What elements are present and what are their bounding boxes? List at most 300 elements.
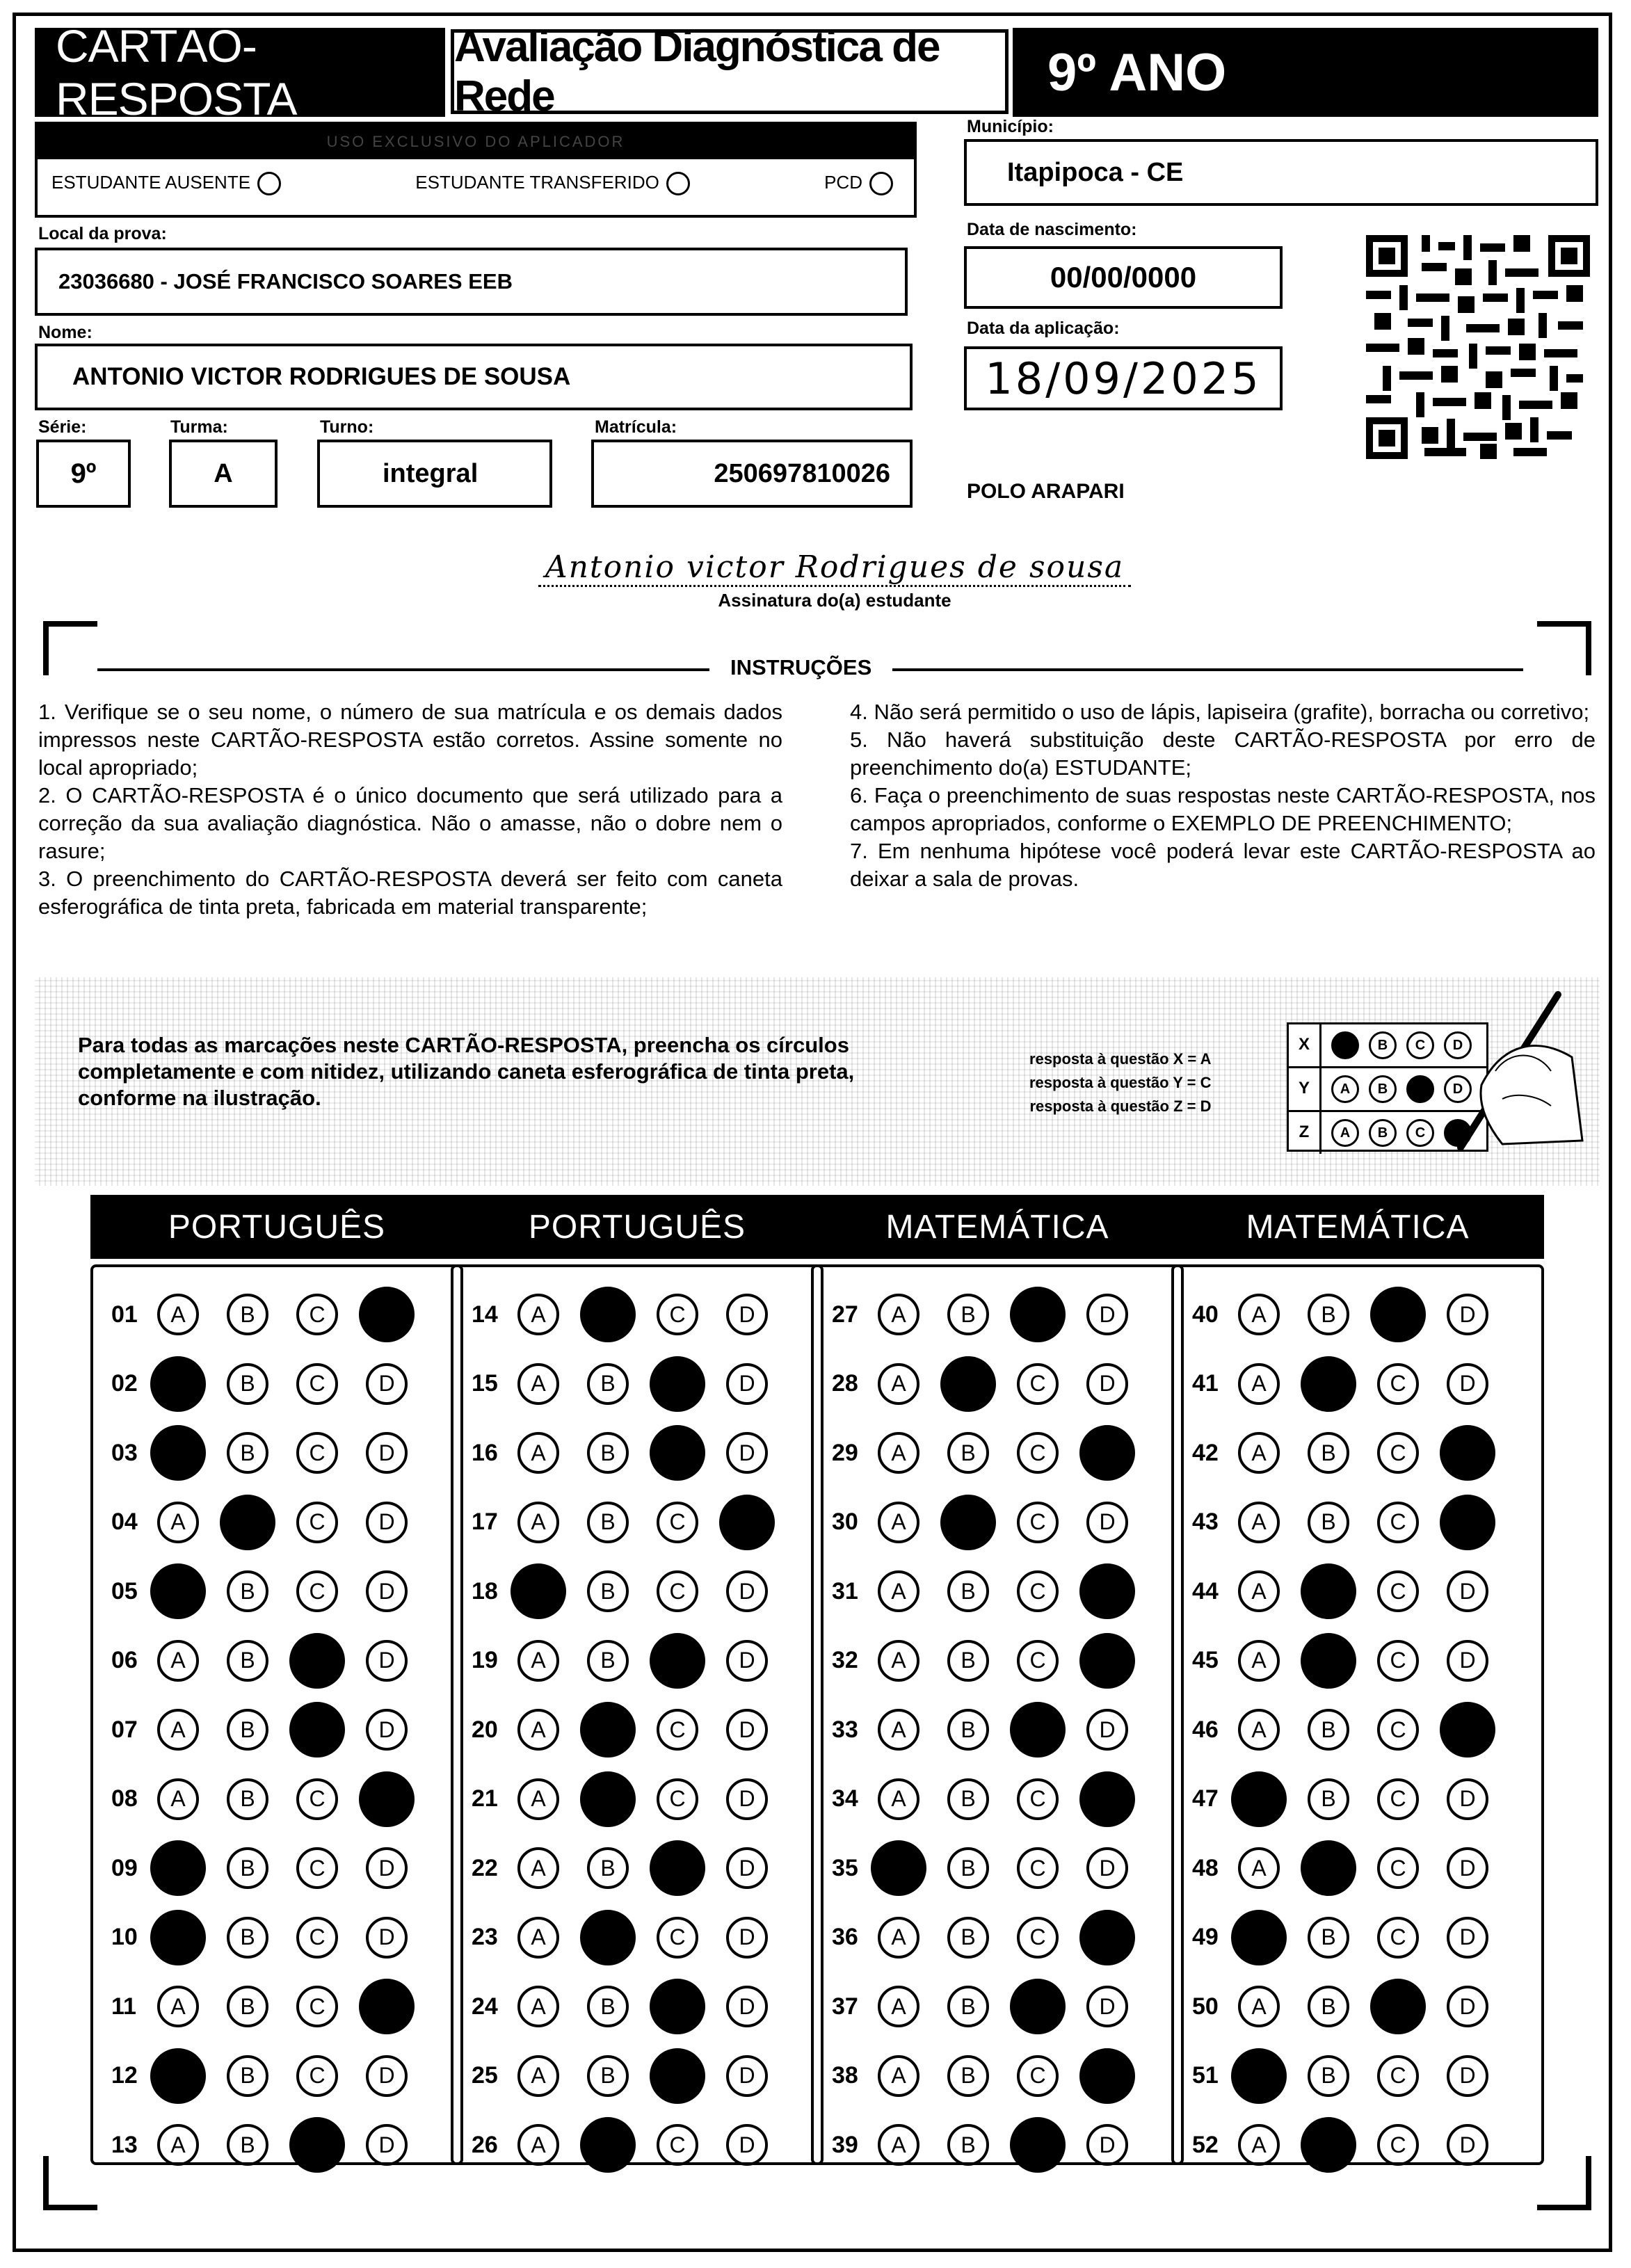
- question-row: [832, 1363, 1156, 1405]
- turno-label: Turno:: [320, 417, 374, 437]
- answer-bubble-a[interactable]: A: [1238, 1294, 1280, 1335]
- pcd-circle[interactable]: [869, 172, 893, 195]
- answer-bubble-b[interactable]: B: [947, 1847, 989, 1889]
- answer-bubble-b[interactable]: B: [587, 1502, 629, 1543]
- answer-bubble-b[interactable]: B: [1308, 2055, 1349, 2097]
- question-number: 42: [1192, 1439, 1219, 1466]
- instruction-1: 1. Verifique se o seu nome, o número de sua matrícula e os demais dados impressos neste CARTÃO-RESPOSTA estão corretos. Assine somente no local apropriado;: [38, 700, 782, 780]
- matricula-value: 250697810026: [714, 458, 890, 488]
- answer-bubble-c[interactable]: C: [1377, 1363, 1419, 1405]
- answer-bubble-b[interactable]: B: [947, 2055, 989, 2097]
- answer-bubble-a[interactable]: A: [157, 1294, 199, 1335]
- question-number: 51: [1192, 2062, 1219, 2089]
- answer-bubble-c[interactable]: C: [657, 1917, 698, 1959]
- question-row: [832, 1432, 1156, 1474]
- answer-bubble-d[interactable]: D: [366, 1709, 408, 1751]
- example-legend: [1029, 1047, 1211, 1118]
- answer-bubble-c[interactable]: [1370, 1287, 1426, 1342]
- answer-bubble-b[interactable]: B: [1308, 1709, 1349, 1751]
- answer-bubble-c[interactable]: C: [1377, 1917, 1419, 1959]
- answer-bubble-d[interactable]: D: [1447, 2124, 1488, 2166]
- answer-bubble-b[interactable]: B: [1308, 1917, 1349, 1959]
- answer-bubble-b[interactable]: B: [947, 1778, 989, 1820]
- question-row: [111, 1917, 435, 1959]
- answer-bubble-a[interactable]: A: [1238, 1709, 1280, 1751]
- answer-bubble-c[interactable]: C: [296, 1432, 338, 1474]
- absent-label: ESTUDANTE AUSENTE: [51, 172, 251, 193]
- answer-bubble-b[interactable]: B: [947, 1640, 989, 1682]
- answer-bubble-a[interactable]: A: [878, 1363, 919, 1405]
- answer-bubble-c[interactable]: C: [1017, 1432, 1059, 1474]
- answer-bubble-b[interactable]: B: [227, 1917, 268, 1959]
- answer-bubble-c[interactable]: [1370, 1979, 1426, 2034]
- answer-bubble-c[interactable]: C: [657, 2124, 698, 2166]
- answer-bubble-c[interactable]: C: [1017, 1640, 1059, 1682]
- signature-area: [487, 549, 1182, 611]
- answer-bubble-a[interactable]: A: [517, 1709, 559, 1751]
- answer-bubble-d[interactable]: D: [1447, 1294, 1488, 1335]
- answer-bubble-b[interactable]: B: [227, 2124, 268, 2166]
- answer-bubble-c[interactable]: C: [657, 1502, 698, 1543]
- question-number: 47: [1192, 1785, 1219, 1812]
- answer-bubble-b[interactable]: B: [1308, 1294, 1349, 1335]
- answer-bubble-d[interactable]: D: [1086, 1502, 1128, 1543]
- answer-bubble-d[interactable]: [1079, 1633, 1135, 1689]
- answer-bubble-d[interactable]: D: [366, 1502, 408, 1543]
- example-bubble-b: B: [1369, 1031, 1397, 1059]
- answer-bubble-c[interactable]: C: [1377, 1778, 1419, 1820]
- answer-bubble-b[interactable]: B: [227, 1570, 268, 1612]
- answer-bubble-c[interactable]: C: [1377, 1640, 1419, 1682]
- answer-bubble-b[interactable]: [940, 1495, 996, 1550]
- answer-bubble-a[interactable]: [150, 1563, 206, 1619]
- answer-bubble-b[interactable]: B: [227, 1640, 268, 1682]
- answer-bubble-a[interactable]: A: [517, 2055, 559, 2097]
- answer-bubble-b[interactable]: [940, 1356, 996, 1412]
- answer-bubble-c[interactable]: [650, 1356, 705, 1412]
- pcd-option[interactable]: [824, 172, 893, 195]
- question-row: [111, 1502, 435, 1543]
- answer-bubble-a[interactable]: A: [878, 1709, 919, 1751]
- answer-bubble-a[interactable]: A: [157, 1986, 199, 2027]
- question-row: [832, 1570, 1156, 1612]
- question-row: [111, 1363, 435, 1405]
- answer-bubble-d[interactable]: D: [1447, 1640, 1488, 1682]
- answer-bubble-a[interactable]: A: [878, 1917, 919, 1959]
- example-row-label: Y: [1289, 1068, 1321, 1110]
- answer-bubble-c[interactable]: C: [1377, 1432, 1419, 1474]
- answer-bubble-b[interactable]: [220, 1495, 275, 1550]
- answer-bubble-a[interactable]: A: [1238, 2124, 1280, 2166]
- answer-bubble-c[interactable]: [289, 2117, 345, 2173]
- answer-bubble-a[interactable]: [871, 1840, 926, 1896]
- answer-bubble-a[interactable]: A: [517, 1847, 559, 1889]
- answer-bubble-c[interactable]: C: [296, 1917, 338, 1959]
- transferred-circle[interactable]: [666, 172, 690, 195]
- question-number: 52: [1192, 2131, 1219, 2158]
- answer-bubble-b[interactable]: B: [227, 1432, 268, 1474]
- answer-bubble-c[interactable]: [1010, 1979, 1066, 2034]
- answer-bubble-b[interactable]: B: [227, 2055, 268, 2097]
- nascimento-label: Data de nascimento:: [967, 220, 1137, 239]
- answer-bubble-c[interactable]: C: [1377, 1502, 1419, 1543]
- answer-bubble-c[interactable]: [650, 1425, 705, 1481]
- panel-header-3: MATEMÁTICA: [811, 1195, 1184, 1259]
- answer-bubble-d[interactable]: D: [366, 1847, 408, 1889]
- aplicacao-label: Data da aplicação:: [967, 319, 1120, 338]
- answer-bubble-c[interactable]: [1010, 2117, 1066, 2173]
- answer-bubble-d[interactable]: [1079, 1771, 1135, 1827]
- question-row: [1192, 1294, 1516, 1335]
- answer-bubble-c[interactable]: C: [1017, 1847, 1059, 1889]
- answer-bubble-c[interactable]: C: [296, 1502, 338, 1543]
- answer-bubble-c[interactable]: [1010, 1702, 1066, 1758]
- answer-bubble-b[interactable]: B: [587, 1570, 629, 1612]
- answer-bubble-d[interactable]: D: [1447, 1986, 1488, 2027]
- answer-bubble-d[interactable]: D: [366, 2124, 408, 2166]
- instruction-5: 5. Não haverá substituição deste CARTÃO-RESPOSTA por erro de preenchimento do(a) ESTUDANTE;: [850, 727, 1596, 780]
- question-number: 05: [111, 1577, 138, 1605]
- answer-bubble-b[interactable]: [1301, 1633, 1356, 1689]
- answer-bubble-a[interactable]: A: [878, 2124, 919, 2166]
- answer-bubble-a[interactable]: A: [157, 2124, 199, 2166]
- turma-value: A: [214, 458, 233, 488]
- answer-bubble-c[interactable]: [1010, 1287, 1066, 1342]
- answer-bubble-a[interactable]: A: [1238, 1502, 1280, 1543]
- answer-bubble-a[interactable]: A: [878, 1570, 919, 1612]
- answer-bubble-b[interactable]: B: [1308, 1986, 1349, 2027]
- answer-bubble-c[interactable]: C: [1017, 1502, 1059, 1543]
- answer-bubble-b[interactable]: B: [227, 1709, 268, 1751]
- question-number: 43: [1192, 1509, 1219, 1535]
- answer-bubble-b[interactable]: [1301, 1356, 1356, 1412]
- answer-bubble-b[interactable]: B: [587, 1640, 629, 1682]
- question-number: 17: [472, 1509, 498, 1535]
- question-number: 46: [1192, 1716, 1219, 1743]
- answer-bubble-d[interactable]: D: [726, 1709, 768, 1751]
- answer-bubble-c[interactable]: C: [1377, 2124, 1419, 2166]
- answer-bubble-d[interactable]: D: [366, 1570, 408, 1612]
- answer-bubble-a[interactable]: A: [1238, 1847, 1280, 1889]
- question-number: 33: [832, 1716, 858, 1743]
- answer-bubble-d[interactable]: D: [726, 1986, 768, 2027]
- instruction-2: 2. O CARTÃO-RESPOSTA é o único documento que será utilizado para a correção da sua avaliação diagnóstica. Não o amasse, não o dobre nem o rasure;: [38, 783, 782, 863]
- matricula-box: [591, 440, 913, 508]
- answer-bubble-b[interactable]: [580, 1287, 636, 1342]
- answer-bubble-d[interactable]: D: [726, 1432, 768, 1474]
- answer-bubble-b[interactable]: B: [227, 1778, 268, 1820]
- name-label: Nome:: [38, 323, 93, 342]
- question-number: 22: [472, 1854, 498, 1881]
- answer-bubble-c[interactable]: C: [1017, 1917, 1059, 1959]
- answer-bubble-d[interactable]: D: [1086, 2124, 1128, 2166]
- question-number: 03: [111, 1439, 138, 1466]
- answer-bubble-b[interactable]: B: [227, 1986, 268, 2027]
- answer-bubble-b[interactable]: B: [947, 1294, 989, 1335]
- name-value: ANTONIO VICTOR RODRIGUES DE SOUSA: [72, 363, 571, 390]
- answer-bubble-b[interactable]: B: [587, 1986, 629, 2027]
- example-bubble-c: C: [1406, 1119, 1434, 1147]
- answer-bubble-d[interactable]: D: [1447, 1570, 1488, 1612]
- answer-bubble-d[interactable]: D: [1447, 1778, 1488, 1820]
- answer-bubble-d[interactable]: D: [726, 1294, 768, 1335]
- answer-bubble-a[interactable]: A: [517, 2124, 559, 2166]
- answer-bubble-c[interactable]: [289, 1702, 345, 1758]
- example-bubble-d: D: [1444, 1031, 1472, 1059]
- answer-bubble-d[interactable]: [1079, 1910, 1135, 1965]
- answer-bubble-d[interactable]: D: [366, 1363, 408, 1405]
- question-row: [472, 1432, 796, 1474]
- answer-bubble-a[interactable]: [1231, 1771, 1287, 1827]
- serie-box: [36, 440, 131, 508]
- answer-bubble-d[interactable]: [1079, 2048, 1135, 2104]
- answer-bubble-b[interactable]: B: [587, 2055, 629, 2097]
- answer-bubble-c[interactable]: [650, 1979, 705, 2034]
- answer-bubble-c[interactable]: C: [296, 1294, 338, 1335]
- question-row: [111, 1294, 435, 1335]
- answer-bubble-a[interactable]: [150, 2048, 206, 2104]
- answer-bubble-d[interactable]: [1079, 1425, 1135, 1481]
- question-number: 16: [472, 1439, 498, 1466]
- answer-bubble-c[interactable]: [289, 1633, 345, 1689]
- question-row: [1192, 1847, 1516, 1889]
- instruction-3: 3. O preenchimento do CARTÃO-RESPOSTA deverá ser feito com caneta esferográfica de tinta preta, fabricada em material transparente;: [38, 867, 782, 919]
- answer-bubble-c[interactable]: C: [1017, 1570, 1059, 1612]
- answer-bubble-a[interactable]: A: [517, 1294, 559, 1335]
- answer-bubble-c[interactable]: C: [657, 1570, 698, 1612]
- answer-bubble-b[interactable]: B: [1308, 1778, 1349, 1820]
- answer-bubble-d[interactable]: D: [726, 1847, 768, 1889]
- answer-bubble-b[interactable]: B: [947, 1986, 989, 2027]
- answer-bubble-a[interactable]: A: [517, 1917, 559, 1959]
- question-number: 29: [832, 1439, 858, 1466]
- answer-bubble-d[interactable]: [1079, 1563, 1135, 1619]
- answer-bubble-d[interactable]: D: [726, 1363, 768, 1405]
- question-row: [832, 1917, 1156, 1959]
- answer-bubble-a[interactable]: [150, 1840, 206, 1896]
- question-number: 49: [1192, 1924, 1219, 1950]
- answer-bubble-b[interactable]: [580, 1910, 636, 1965]
- answer-bubble-d[interactable]: D: [726, 1778, 768, 1820]
- answer-bubble-a[interactable]: A: [517, 1778, 559, 1820]
- example-bubble-b: B: [1369, 1075, 1397, 1103]
- answer-bubble-d[interactable]: D: [366, 2055, 408, 2097]
- question-row: [832, 1502, 1156, 1543]
- handwritten-signature: Antonio victor Rodrigues de sousa: [538, 549, 1131, 587]
- answer-bubble-b[interactable]: [580, 2117, 636, 2173]
- question-number: 06: [111, 1647, 138, 1673]
- answer-bubble-a[interactable]: [150, 1425, 206, 1481]
- answer-bubble-a[interactable]: [511, 1563, 566, 1619]
- legend-y: resposta à questão Y = C: [1029, 1074, 1212, 1091]
- answer-bubble-d[interactable]: [359, 1979, 415, 2034]
- question-number: 30: [832, 1509, 858, 1535]
- question-row: [111, 1847, 435, 1889]
- answer-bubble-b[interactable]: B: [947, 1917, 989, 1959]
- transferred-option[interactable]: [415, 172, 690, 195]
- answer-bubble-c[interactable]: C: [296, 1570, 338, 1612]
- polo-label: POLO ARAPARI: [967, 480, 1125, 503]
- answer-bubble-c[interactable]: C: [296, 1847, 338, 1889]
- answer-bubble-d[interactable]: D: [726, 2124, 768, 2166]
- answer-bubble-b[interactable]: B: [587, 1847, 629, 1889]
- answer-bubble-a[interactable]: A: [1238, 1363, 1280, 1405]
- answer-bubble-c[interactable]: C: [1017, 2055, 1059, 2097]
- answer-bubble-d[interactable]: [1440, 1425, 1495, 1481]
- answer-bubble-a[interactable]: A: [878, 1640, 919, 1682]
- answer-bubble-a[interactable]: A: [517, 1363, 559, 1405]
- answer-bubble-b[interactable]: [1301, 2117, 1356, 2173]
- answer-bubble-d[interactable]: D: [726, 1917, 768, 1959]
- answer-bubble-b[interactable]: B: [947, 1709, 989, 1751]
- answer-bubble-d[interactable]: [359, 1771, 415, 1827]
- question-row: [472, 1986, 796, 2027]
- answer-bubble-d[interactable]: D: [1086, 1847, 1128, 1889]
- question-number: 41: [1192, 1370, 1219, 1397]
- answer-bubble-a[interactable]: A: [157, 1709, 199, 1751]
- answer-bubble-d[interactable]: D: [726, 2055, 768, 2097]
- question-number: 12: [111, 2062, 138, 2089]
- question-row: [472, 1778, 796, 1820]
- matricula-label: Matrícula:: [595, 417, 677, 437]
- answer-bubble-c[interactable]: C: [1017, 1363, 1059, 1405]
- answer-bubble-a[interactable]: A: [157, 1640, 199, 1682]
- question-row: [1192, 1432, 1516, 1474]
- answer-bubble-a[interactable]: A: [1238, 1432, 1280, 1474]
- question-number: 01: [111, 1301, 138, 1328]
- answer-bubble-b[interactable]: [1301, 1563, 1356, 1619]
- question-number: 08: [111, 1785, 138, 1812]
- grade-title: 9º ANO: [1013, 28, 1598, 117]
- serie-label: Série:: [38, 417, 87, 437]
- answer-bubble-a[interactable]: A: [878, 2055, 919, 2097]
- legend-x: resposta à questão X = A: [1029, 1050, 1212, 1068]
- answer-bubble-c[interactable]: C: [1377, 1709, 1419, 1751]
- answer-bubble-c[interactable]: C: [1377, 1570, 1419, 1612]
- absent-option[interactable]: [51, 172, 281, 195]
- answer-bubble-c[interactable]: C: [1017, 1778, 1059, 1820]
- answer-bubble-c[interactable]: C: [296, 2055, 338, 2097]
- municipio-value: Itapipoca - CE: [1007, 157, 1184, 187]
- answer-bubble-b[interactable]: B: [947, 2124, 989, 2166]
- answer-bubble-a[interactable]: [1231, 1910, 1287, 1965]
- answer-bubble-c[interactable]: [650, 1840, 705, 1896]
- answer-bubble-d[interactable]: D: [1447, 1917, 1488, 1959]
- question-number: 34: [832, 1785, 858, 1812]
- question-row: [832, 2055, 1156, 2097]
- answer-bubble-c[interactable]: C: [296, 1778, 338, 1820]
- answer-bubble-d[interactable]: D: [1086, 1363, 1128, 1405]
- answer-bubble-a[interactable]: A: [1238, 1570, 1280, 1612]
- local-value: 23036680 - JOSÉ FRANCISCO SOARES EEB: [58, 269, 513, 293]
- answer-bubble-a[interactable]: A: [157, 1778, 199, 1820]
- answer-bubble-a[interactable]: A: [1238, 1986, 1280, 2027]
- answer-bubble-a[interactable]: A: [1238, 1640, 1280, 1682]
- answer-bubble-b[interactable]: B: [227, 1294, 268, 1335]
- question-row: [832, 1640, 1156, 1682]
- corner-top-right: [1537, 621, 1591, 675]
- answer-bubble-c[interactable]: C: [1377, 2055, 1419, 2097]
- answer-bubble-c[interactable]: [650, 2048, 705, 2104]
- answer-bubble-d[interactable]: D: [726, 1640, 768, 1682]
- local-box: [35, 248, 908, 316]
- answer-bubble-b[interactable]: B: [587, 1432, 629, 1474]
- answer-bubble-a[interactable]: A: [878, 1986, 919, 2027]
- answer-bubble-d[interactable]: [719, 1495, 775, 1550]
- corner-bottom-left: [43, 2156, 97, 2210]
- answer-bubble-a[interactable]: A: [878, 1294, 919, 1335]
- question-number: 15: [472, 1370, 498, 1397]
- answer-bubble-c[interactable]: C: [296, 1363, 338, 1405]
- answer-bubble-b[interactable]: [580, 1702, 636, 1758]
- answer-bubble-a[interactable]: A: [878, 1432, 919, 1474]
- answer-bubble-d[interactable]: D: [366, 1917, 408, 1959]
- answer-bubble-d[interactable]: D: [1447, 1363, 1488, 1405]
- answer-bubble-b[interactable]: B: [947, 1570, 989, 1612]
- answer-bubble-a[interactable]: A: [878, 1778, 919, 1820]
- answer-bubble-d[interactable]: D: [1447, 2055, 1488, 2097]
- answer-bubble-a[interactable]: A: [517, 1986, 559, 2027]
- hand-pen-icon: [1433, 981, 1586, 1155]
- question-number: 10: [111, 1924, 138, 1950]
- question-row: [111, 1986, 435, 2027]
- question-number: 37: [832, 1993, 858, 2020]
- answer-bubble-a[interactable]: A: [157, 1502, 199, 1543]
- question-row: [1192, 1917, 1516, 1959]
- answer-bubble-b[interactable]: B: [1308, 1432, 1349, 1474]
- answer-bubble-d[interactable]: D: [366, 1640, 408, 1682]
- answer-bubble-c[interactable]: C: [657, 1778, 698, 1820]
- absent-circle[interactable]: [257, 172, 281, 195]
- answer-bubble-b[interactable]: [580, 1771, 636, 1827]
- local-label: Local da prova:: [38, 224, 167, 243]
- question-row: [1192, 1986, 1516, 2027]
- answer-bubble-d[interactable]: D: [366, 1432, 408, 1474]
- answer-bubble-b[interactable]: [1301, 1840, 1356, 1896]
- answer-bubble-d[interactable]: [1440, 1495, 1495, 1550]
- answer-bubble-a[interactable]: [1231, 2048, 1287, 2104]
- answer-bubble-a[interactable]: [150, 1356, 206, 1412]
- question-number: 18: [472, 1577, 498, 1605]
- answer-bubble-a[interactable]: A: [517, 1502, 559, 1543]
- answer-bubble-d[interactable]: [359, 1287, 415, 1342]
- answer-bubble-c[interactable]: C: [657, 1294, 698, 1335]
- answer-bubble-b[interactable]: B: [587, 1363, 629, 1405]
- answer-bubble-d[interactable]: D: [1447, 1847, 1488, 1889]
- answer-bubble-d[interactable]: D: [726, 1570, 768, 1612]
- answer-bubble-b[interactable]: B: [227, 1363, 268, 1405]
- answer-bubble-d[interactable]: [1440, 1702, 1495, 1758]
- answer-bubble-a[interactable]: A: [878, 1502, 919, 1543]
- answer-bubble-c[interactable]: C: [1377, 1847, 1419, 1889]
- answer-bubble-b[interactable]: B: [1308, 1502, 1349, 1543]
- answer-bubble-a[interactable]: A: [517, 1640, 559, 1682]
- aplicacao-box: [964, 346, 1283, 410]
- answer-bubble-a[interactable]: [150, 1910, 206, 1965]
- answer-bubble-d[interactable]: D: [1086, 1986, 1128, 2027]
- answer-bubble-d[interactable]: D: [1086, 1294, 1128, 1335]
- answer-bubble-d[interactable]: D: [1086, 1709, 1128, 1751]
- question-row: [1192, 2124, 1516, 2166]
- answer-bubble-b[interactable]: B: [227, 1847, 268, 1889]
- answer-bubble-c[interactable]: C: [296, 1986, 338, 2027]
- answer-bubble-c[interactable]: C: [657, 1709, 698, 1751]
- answer-bubble-b[interactable]: B: [947, 1432, 989, 1474]
- applicator-box: [35, 122, 917, 218]
- answer-bubble-c[interactable]: [650, 1633, 705, 1689]
- answer-bubble-a[interactable]: A: [517, 1432, 559, 1474]
- question-number: 31: [832, 1577, 858, 1605]
